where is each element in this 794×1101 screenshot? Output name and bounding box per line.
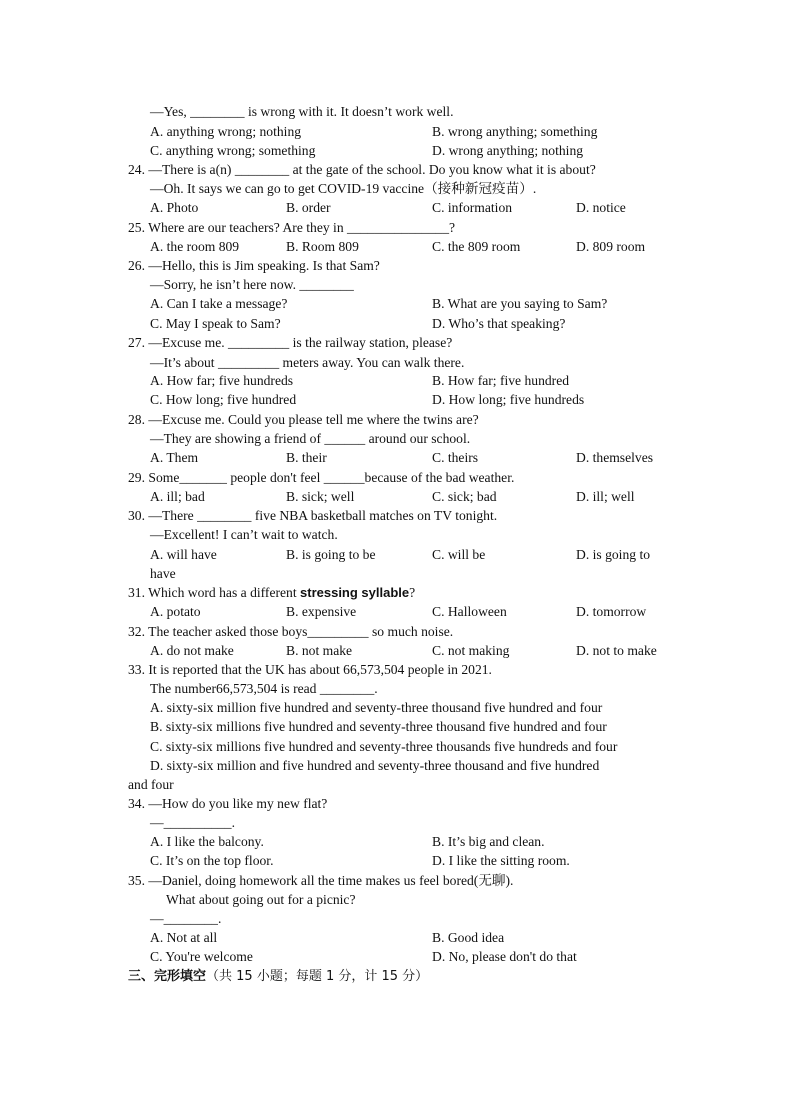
q30-option-c: C. will be [432, 547, 486, 562]
q35-option-d: D. No, please don't do that [432, 949, 577, 964]
q33-option-b: B. sixty-six millions five hundred and seventy-three thousand five hundred and four [150, 719, 607, 734]
q28-option-b: B. their [286, 450, 327, 465]
q33-option-c: C. sixty-six millions five hundred and seventy-three thousands five hundreds and four [150, 739, 618, 754]
q35-answer-blank: —________. [150, 911, 222, 926]
q34-option-c: C. It’s on the top floor. [150, 853, 274, 868]
q35-stem: 35. —Daniel, doing homework all the time makes us feel bored(无聊). [128, 873, 514, 888]
q32-option-a: A. do not make [150, 643, 234, 658]
q27-dialogue: —It’s about _________ meters away. You can walk there. [150, 355, 465, 370]
q32-option-c: C. not making [432, 643, 510, 658]
q33-option-d: D. sixty-six million and five hundred and seventy-three thousand and five hundred [150, 758, 600, 773]
q23-option-b: B. wrong anything; something [432, 124, 598, 139]
q25-stem: 25. Where are our teachers? Are they in _______________? [128, 220, 456, 235]
q31-option-d: D. tomorrow [576, 604, 647, 619]
q35-option-c: C. You're welcome [150, 949, 253, 964]
q23-option-d: D. wrong anything; nothing [432, 143, 584, 158]
q25-option-d: D. 809 room [576, 239, 646, 254]
q34-dialogue: —__________. [150, 815, 235, 830]
q24-option-c: C. information [432, 200, 513, 215]
q24-option-a: A. Photo [150, 200, 199, 215]
q27-option-a: A. How far; five hundreds [150, 373, 294, 388]
q27-option-b: B. How far; five hundred [432, 373, 570, 388]
q28-stem: 28. —Excuse me. Could you please tell me where the twins are? [128, 412, 479, 427]
q31-stem-pre: 31. Which word has a different [128, 585, 301, 600]
q28-option-c: C. theirs [432, 450, 479, 465]
q34-option-d: D. I like the sitting room. [432, 853, 570, 868]
q30-stem: 30. —There ________ five NBA basketball matches on TV tonight. [128, 508, 498, 523]
q25-option-a: A. the room 809 [150, 239, 240, 254]
section-3-info: （共 15 小题；每题 1 分，计 15 分） [206, 969, 429, 984]
q24-option-b: B. order [286, 200, 331, 215]
q23-dialogue: —Yes, ________ is wrong with it. It doesn’t work well. [150, 104, 454, 119]
q23-option-c: C. anything wrong; something [150, 143, 316, 158]
q28-dialogue: —They are showing a friend of ______ around our school. [150, 431, 471, 446]
q31-stem [128, 583, 415, 602]
q30-option-d-wrap: have [150, 566, 176, 581]
q25-option-c: C. the 809 room [432, 239, 521, 254]
q34-stem: 34. —How do you like my new flat? [128, 796, 328, 811]
q29-stem: 29. Some_______ people don't feel ______because of the bad weather. [128, 470, 515, 485]
q27-stem: 27. —Excuse me. _________ is the railway station, please? [128, 335, 453, 350]
q26-option-c: C. May I speak to Sam? [150, 316, 281, 331]
q24-stem: 24. —There is a(n) ________ at the gate of the school. Do you know what it is about? [128, 162, 596, 177]
q35-option-b: B. Good idea [432, 930, 505, 945]
q35-dialogue: What about going out for a picnic? [166, 892, 356, 907]
q30-option-a: A. will have [150, 547, 217, 562]
q25-option-b: B. Room 809 [286, 239, 359, 254]
q31-option-b: B. expensive [286, 604, 357, 619]
q24-option-d: D. notice [576, 200, 626, 215]
q32-option-d: D. not to make [576, 643, 657, 658]
q32-option-b: B. not make [286, 643, 353, 658]
q33-option-a: A. sixty-six million five hundred and seventy-three thousand five hundred and four [150, 700, 603, 715]
q28-option-a: A. Them [150, 450, 199, 465]
section-3-heading [128, 967, 428, 986]
q24-dialogue: —Oh. It says we can go to get COVID-19 vaccine（接种新冠疫苗）. [150, 181, 537, 196]
q27-option-c: C. How long; five hundred [150, 392, 297, 407]
q26-stem: 26. —Hello, this is Jim speaking. Is that Sam? [128, 258, 380, 273]
q26-option-b: B. What are you saying to Sam? [432, 296, 608, 311]
q29-option-b: B. sick; well [286, 489, 355, 504]
q29-option-d: D. ill; well [576, 489, 635, 504]
q27-option-d: D. How long; five hundreds [432, 392, 585, 407]
q31-stem-bold: stressing syllable [300, 585, 410, 600]
q28-option-d: D. themselves [576, 450, 654, 465]
q26-option-a: A. Can I take a message? [150, 296, 288, 311]
q31-stem-post: ? [409, 585, 416, 600]
q35-option-a: A. Not at all [150, 930, 218, 945]
q30-option-d: D. is going to [576, 547, 651, 562]
q29-option-c: C. sick; bad [432, 489, 497, 504]
q33-option-d-wrap: and four [128, 777, 174, 792]
q34-option-b: B. It’s big and clean. [432, 834, 545, 849]
q26-dialogue: —Sorry, he isn’t here now. ________ [150, 277, 354, 292]
q26-option-d: D. Who’s that speaking? [432, 316, 566, 331]
q30-option-b: B. is going to be [286, 547, 376, 562]
q33-stem: 33. It is reported that the UK has about 66,573,504 people in 2021. [128, 662, 492, 677]
q23-option-a: A. anything wrong; nothing [150, 124, 302, 139]
q31-option-c: C. Halloween [432, 604, 507, 619]
q31-option-a: A. potato [150, 604, 201, 619]
q30-dialogue: —Excellent! I can’t wait to watch. [150, 527, 338, 542]
q34-option-a: A. I like the balcony. [150, 834, 264, 849]
section-3-title: 三、完形填空 [128, 969, 207, 984]
q29-option-a: A. ill; bad [150, 489, 205, 504]
q32-stem: 32. The teacher asked those boys_________ so much noise. [128, 624, 454, 639]
q33-question: The number66,573,504 is read ________. [150, 681, 378, 696]
